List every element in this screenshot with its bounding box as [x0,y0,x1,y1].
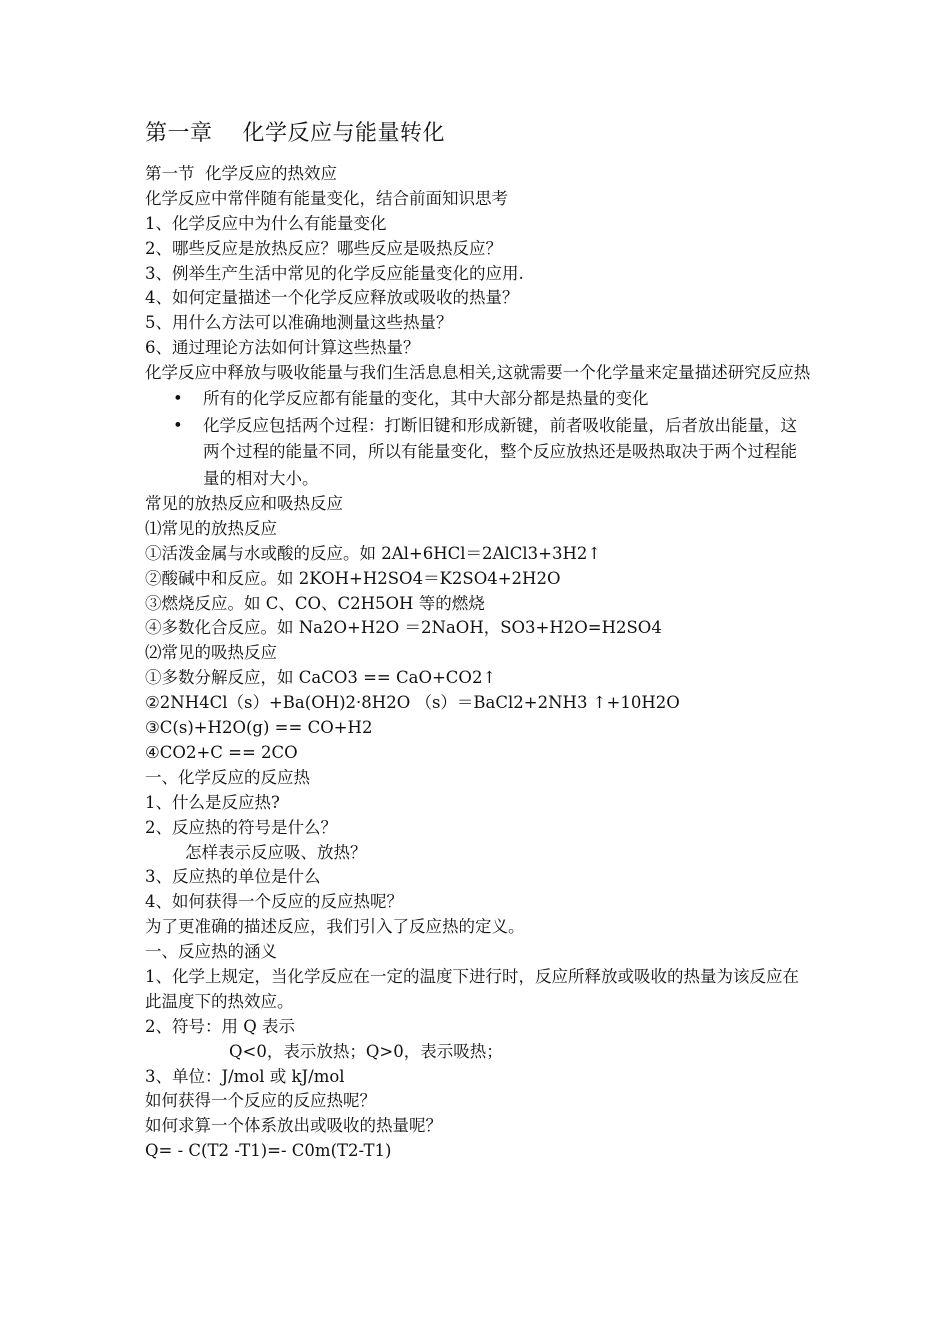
bullet-item-1 [145,386,813,413]
exothermic-item-1: ①活泼金属与水或酸的反应。如 2Al+6HCl＝2AlCl3+3H2↑ [145,543,602,563]
question-4: 4、如何定量描述一个化学反应释放或吸收的热量？ [145,288,519,308]
question-6: 6、通过理论方法如何计算这些热量？ [145,338,420,358]
endothermic-item-3: ③C(s)+H2O(g) == CO+H2 [145,718,373,738]
endothermic-item-1: ①多数分解反应，如 CaCO3 == CaO+CO2↑ [145,668,497,688]
question-2: 2、哪些反应是放热反应？哪些反应是吸热反应？ [145,238,502,258]
closing-question-1: 如何获得一个反应的反应热呢？ [145,1091,376,1111]
section-reaction-heat: 一、化学反应的反应热 [145,767,310,787]
definition-unit: 3、单位：J/mol 或 kJ/mol [145,1066,345,1086]
bullet-dot: • [173,389,183,409]
intro-line: 化学反应中常伴随有能量变化，结合前面知识思考 [145,188,508,208]
rh-question-2-sub: 怎样表示反应吸、放热？ [185,842,367,862]
endothermic-heading: ⑵常见的吸热反应 [145,643,277,663]
definition-symbol-detail: Q<0，表示放热；Q>0，表示吸热； [229,1041,503,1061]
bullet-text: 所有的化学反应都有能量的变化，其中大部分都是热量的变化 [203,389,649,409]
exothermic-item-2: ②酸碱中和反应。如 2KOH+H2SO4＝K2SO4+2H2O [145,568,561,588]
paragraph-reaction-heat: 化学反应中释放与吸收能量与我们生活息息相关,这就需要一个化学量来定量描述研究反应热 [145,363,811,383]
subheading-common-reactions: 常见的放热反应和吸热反应 [145,494,343,514]
rh-question-3: 3、反应热的单位是什么 [145,867,321,887]
definition-intro: 为了更准确的描述反应，我们引入了反应热的定义。 [145,917,525,937]
rh-question-4: 4、如何获得一个反应的反应热呢？ [145,892,403,912]
question-5: 5、用什么方法可以准确地测量这些热量？ [145,313,453,333]
question-3: 3、例举生产生活中常见的化学反应能量变化的应用. [145,263,524,283]
heat-formula: Q= - C(T2 -T1)=- C0m(T2-T1) [145,1141,392,1161]
definition-symbol: 2、符号：用 Q 表示 [145,1016,296,1036]
definition-1: 1、化学上规定，当化学反应在一定的温度下进行时，反应所释放或吸收的热量为该反应在此温度下的热效应。 [145,966,799,1011]
bullet-text: 化学反应包括两个过程：打断旧键和形成新键，前者吸收能量，后者放出能量，这两个过程的能量不同，所以有能量变化，整个反应放热还是吸热取决于两个过程能量的相对大小。 [203,415,797,488]
bullet-item-2 [145,413,813,493]
document-body [145,162,813,1164]
closing-question-2: 如何求算一个体系放出或吸收的热量呢？ [145,1116,442,1136]
question-1: 1、化学反应中为什么有能量变化 [145,213,387,233]
exothermic-item-3: ③燃烧反应。如 C、CO、C2H5OH 等的燃烧 [145,593,485,613]
bullet-dot: • [173,415,183,435]
exothermic-item-4: ④多数化合反应。如 Na2O+H2O ＝2NaOH，SO3+H2O=H2SO4 [145,618,662,638]
section-meaning: 一、反应热的涵义 [145,942,277,962]
endothermic-item-2: ②2NH4Cl（s）+Ba(OH)2·8H2O （s）＝BaCl2+2NH3 ↑+10H2O [145,693,680,713]
chapter-title: 第一章 化学反应与能量转化 [145,121,445,146]
section-heading: 第一节 化学反应的热效应 [145,164,337,183]
rh-question-2: 2、反应热的符号是什么？ [145,817,337,837]
rh-question-1: 1、什么是反应热? [145,792,280,812]
endothermic-item-4: ④CO2+C == 2CO [145,742,298,762]
exothermic-heading: ⑴常见的放热反应 [145,518,277,538]
